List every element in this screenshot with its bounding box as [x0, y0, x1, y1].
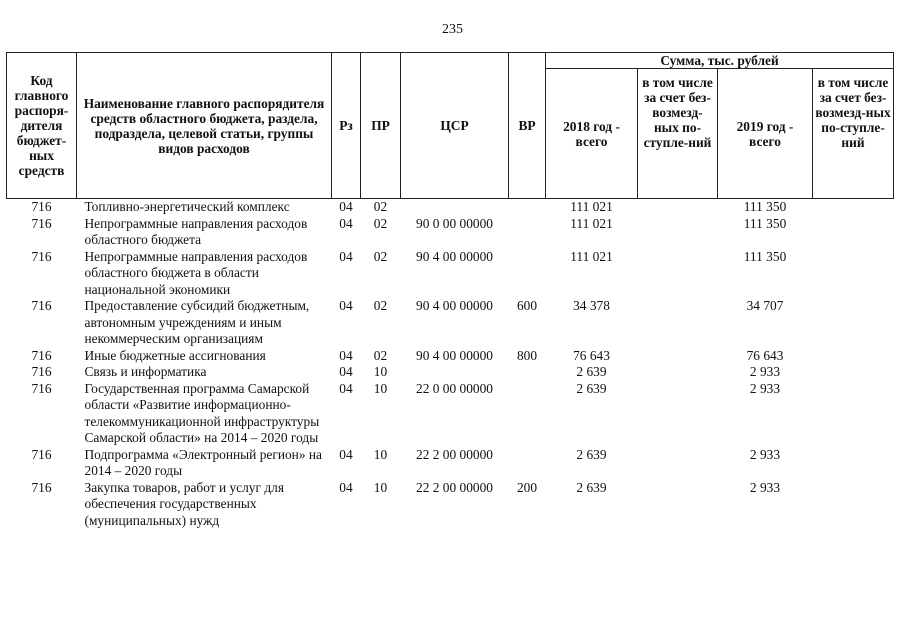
- cell-2018-total: 2 639: [576, 479, 607, 495]
- cell-code: 716: [31, 364, 52, 379]
- cell-2018-free: [638, 447, 718, 480]
- cell-2019-free: [813, 381, 894, 447]
- table-row: [7, 298, 894, 348]
- header-sum: Сумма, тыс. рублей: [546, 53, 894, 69]
- cell-name: Государственная программа Самарской области «Развитие информационно-телекоммуникационной инфраструктуры Самарской области» на 2014 – 2020 годы: [84, 380, 320, 445]
- cell-2018-free: [638, 249, 718, 299]
- cell-code: 716: [31, 347, 52, 363]
- page-number: 235: [442, 22, 463, 37]
- cell-2019-free: [813, 249, 894, 299]
- cell-vr: 600: [516, 298, 538, 313]
- cell-2018-free: [638, 298, 718, 348]
- cell-2018-free: [638, 480, 718, 530]
- cell-pr: 02: [373, 215, 388, 231]
- cell-2019-total: 76 643: [746, 347, 784, 363]
- cell-vr: [509, 364, 546, 381]
- cell-rz: 04: [339, 347, 353, 363]
- header-name: Наименование главного распорядителя средств областного бюджета, раздела, подраздела, целевой статьи, группы видов расходов: [77, 53, 332, 199]
- cell-2019-free: [813, 348, 894, 365]
- table-row: [7, 249, 894, 299]
- header-rz: Рз: [332, 53, 361, 199]
- cell-vr: 800: [516, 347, 538, 363]
- cell-vr: [509, 447, 546, 480]
- cell-pr: 10: [373, 446, 388, 462]
- cell-rz: 04: [339, 298, 353, 313]
- cell-2018-total: 111 021: [570, 215, 613, 231]
- cell-pr: 10: [373, 479, 388, 495]
- cell-2018-total: 2 639: [576, 364, 607, 379]
- cell-vr: [509, 249, 546, 299]
- table-row: [7, 447, 894, 480]
- cell-vr: 200: [516, 479, 538, 495]
- header-vr: ВР: [509, 53, 546, 199]
- cell-name: Топливно-энергетический комплекс: [84, 199, 290, 214]
- cell-2019-total: 111 350: [743, 215, 787, 231]
- cell-pr: 02: [373, 298, 388, 313]
- table-body: [7, 199, 894, 530]
- cell-2018-total: 76 643: [573, 347, 610, 363]
- cell-2019-total: 2 933: [749, 364, 781, 379]
- cell-pr: 02: [373, 347, 388, 363]
- table-row: [7, 216, 894, 249]
- cell-code: 716: [31, 199, 52, 214]
- cell-csr: 90 0 00 00000: [416, 215, 493, 231]
- header-2018-free: в том числе за счет без-возмезд-ных по-ступле-ний: [638, 69, 718, 199]
- cell-code: 716: [31, 298, 52, 313]
- cell-2018-free: [638, 364, 718, 381]
- cell-2019-total: 2 933: [749, 446, 781, 462]
- cell-name: Подпрограмма «Электронный регион» на 2014 – 2020 годы: [84, 446, 323, 478]
- table-row: [7, 364, 894, 381]
- budget-table: [6, 52, 894, 529]
- cell-vr: [509, 381, 546, 447]
- cell-code: 716: [31, 248, 52, 264]
- cell-code: 716: [31, 446, 52, 462]
- cell-csr: 22 2 00 00000: [416, 446, 493, 462]
- cell-csr: 90 4 00 00000: [416, 248, 493, 264]
- cell-2018-free: [638, 381, 718, 447]
- cell-2018-total: 2 639: [576, 380, 607, 396]
- cell-2019-total: 2 933: [749, 479, 781, 495]
- cell-name: Связь и информатика: [84, 364, 207, 379]
- cell-rz: 04: [339, 479, 353, 495]
- cell-2018-total: 34 378: [573, 298, 610, 313]
- cell-2018-total: 2 639: [576, 446, 607, 462]
- cell-csr: [401, 199, 509, 216]
- cell-rz: 04: [339, 215, 353, 231]
- cell-rz: 04: [339, 364, 353, 379]
- cell-code: 716: [31, 215, 52, 231]
- cell-name: Иные бюджетные ассигнования: [84, 347, 266, 363]
- cell-vr: [509, 199, 546, 216]
- cell-csr: 90 4 00 00000: [416, 298, 493, 313]
- cell-pr: 10: [373, 364, 388, 379]
- cell-name: Непрограммные направления расходов областного бюджета: [84, 215, 308, 247]
- cell-2019-free: [813, 364, 894, 381]
- cell-vr: [509, 216, 546, 249]
- cell-2019-total: 111 350: [743, 248, 787, 264]
- header-2019-total: 2019 год - всего: [718, 69, 813, 199]
- table-header: [7, 53, 894, 199]
- table-row: [7, 199, 894, 216]
- cell-2019-total: 34 707: [746, 298, 784, 313]
- cell-csr: 90 4 00 00000: [416, 347, 493, 363]
- cell-pr: 02: [373, 248, 388, 264]
- cell-2019-free: [813, 447, 894, 480]
- cell-name: Непрограммные направления расходов областного бюджета в области национальной экономики: [84, 248, 308, 297]
- cell-2018-free: [638, 199, 718, 216]
- cell-2019-free: [813, 216, 894, 249]
- cell-2019-free: [813, 199, 894, 216]
- header-2019-free: в том числе за счет без-возмезд-ных по-ступле-ний: [813, 69, 894, 199]
- cell-code: 716: [31, 380, 52, 396]
- cell-2018-total: 111 021: [570, 199, 613, 214]
- cell-2018-total: 111 021: [570, 248, 613, 264]
- cell-2019-free: [813, 298, 894, 348]
- header-csr: ЦСР: [401, 53, 509, 199]
- header-pr: ПР: [361, 53, 401, 199]
- table-row: [7, 348, 894, 365]
- cell-rz: 04: [339, 446, 353, 462]
- cell-2019-free: [813, 480, 894, 530]
- cell-code: 716: [31, 479, 52, 495]
- cell-2019-total: 111 350: [743, 199, 787, 214]
- header-code: Код главного распоря-дителя бюджет-ных средств: [7, 53, 77, 199]
- cell-csr: 22 2 00 00000: [416, 479, 493, 495]
- cell-rz: 04: [339, 248, 353, 264]
- cell-pr: 10: [373, 380, 388, 396]
- cell-rz: 04: [339, 199, 353, 214]
- table-row: [7, 381, 894, 447]
- table-row: [7, 480, 894, 530]
- cell-csr: [401, 364, 509, 381]
- cell-rz: 04: [339, 380, 353, 396]
- cell-name: Закупка товаров, работ и услуг для обеспечения государственных (муниципальных) нужд: [84, 479, 284, 528]
- cell-csr: 22 0 00 00000: [416, 380, 493, 396]
- cell-2018-free: [638, 348, 718, 365]
- cell-2018-free: [638, 216, 718, 249]
- cell-pr: 02: [373, 199, 388, 214]
- header-2018-total: 2018 год - всего: [546, 69, 638, 199]
- cell-2019-total: 2 933: [749, 380, 781, 396]
- cell-name: Предоставление субсидий бюджетным, автономным учреждениям и иным некоммерческим организациям: [84, 298, 310, 346]
